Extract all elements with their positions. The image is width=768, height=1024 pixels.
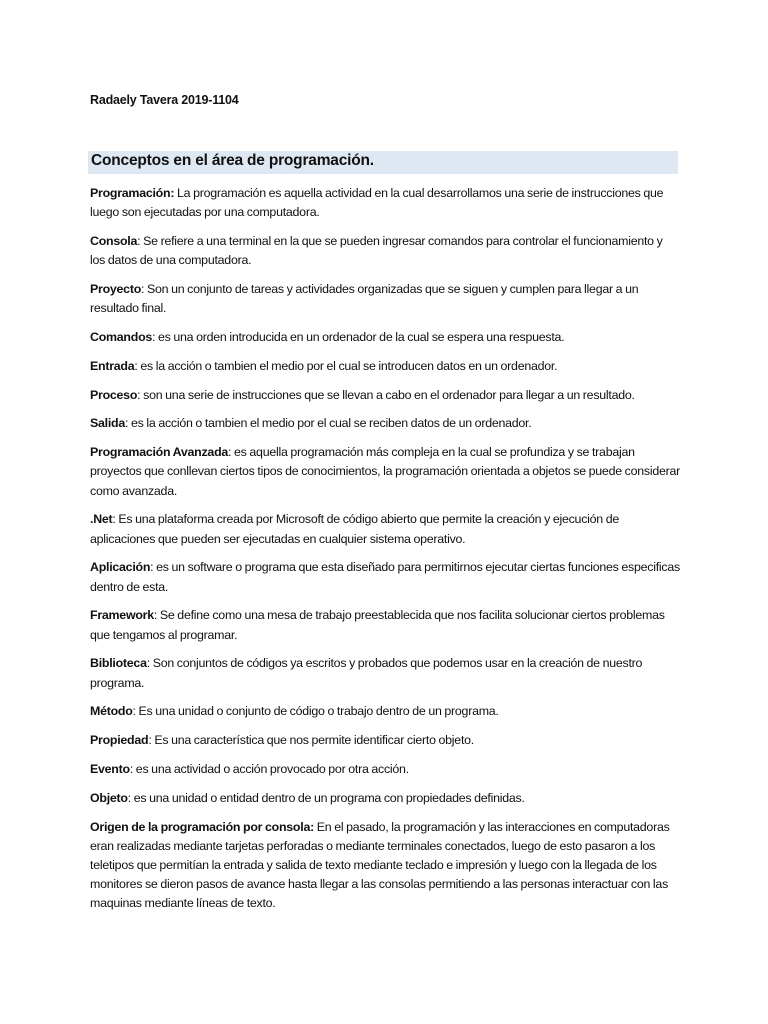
definition-paragraph — [90, 606, 680, 644]
definition-paragraph — [90, 760, 680, 779]
definition-text: En el pasado, la programación y las interacciones en computadoras eran realizadas mediante tarjetas perforadas o mediante terminales conectados, luego de esto pasaron a los teletipos que permitían la entrada y salida de texto mediante teclado e impresión y luego con la llegada de los monitores se dieron pasos de avance hasta llegar a las consolas permitiendo a las personas interactuar con las maquinas mediante líneas de texto. — [90, 819, 670, 911]
definition-term: Consola — [90, 234, 138, 248]
definition-term: Biblioteca — [90, 656, 147, 671]
definition-text: : Es una plataforma creada por Microsoft de código abierto que permite la creación y ejecución de aplicaciones que pueden ser ejecutadas en cualquier sistema operativo. — [90, 512, 619, 546]
definitions-list — [90, 184, 680, 923]
definition-term: Entrada — [90, 358, 135, 373]
author-line: Radaely Tavera 2019-1104 — [90, 93, 239, 107]
definition-term: Aplicación — [90, 560, 151, 575]
definition-term: Origen de la programación por consola: — [90, 819, 314, 834]
definition-term: Proceso — [90, 387, 138, 402]
definition-term: Comandos — [90, 330, 153, 344]
definition-paragraph — [90, 443, 680, 501]
definition-term: Proyecto — [90, 282, 142, 296]
definition-paragraph — [90, 357, 680, 376]
definition-term: Método — [90, 704, 133, 719]
definition-text: : es una actividad o acción provocado por otra acción. — [129, 761, 409, 776]
definition-text: : es una orden introducida en un ordenador de la cual se espera una respuesta. — [152, 330, 565, 344]
definition-term: Salida — [90, 416, 126, 431]
definition-paragraph — [90, 702, 680, 721]
definition-term: Propiedad — [90, 733, 149, 748]
definition-term: Evento — [90, 761, 130, 776]
definition-paragraph — [90, 328, 680, 347]
definition-text: : es una unidad o entidad dentro de un programa con propiedades definidas. — [127, 790, 525, 805]
definition-paragraph — [90, 558, 680, 596]
definition-text: : es la acción o tambien el medio por el cual se introducen datos en un ordenador. — [134, 358, 558, 373]
definition-term: Programación: — [90, 186, 175, 200]
definition-term: Programación Avanzada — [90, 445, 229, 460]
definition-text: : Es una característica que nos permite identificar cierto objeto. — [148, 733, 474, 748]
definition-term: Objeto — [90, 790, 128, 805]
page-title: Conceptos en el área de programación. — [91, 152, 374, 169]
definition-text: : es aquella programación más compleja en la cual se profundiza y se trabajan proyectos que conllevan ciertos tipos de conocimientos, la programación orientada a objetos se puede considerar como avanzada. — [90, 445, 680, 498]
definition-text: : son una serie de instrucciones que se llevan a cabo en el ordenador para llegar a un resultado. — [137, 387, 635, 402]
definition-term: Framework — [90, 608, 154, 623]
definition-text: : Son conjuntos de códigos ya escritos y probados que podemos usar en la creación de nuestro programa. — [90, 656, 643, 690]
definition-text: : Se refiere a una terminal en la que se pueden ingresar comandos para controlar el funcionamiento y los datos de una computadora. — [90, 234, 663, 268]
definition-paragraph — [90, 232, 680, 270]
definition-paragraph — [90, 510, 680, 548]
definition-paragraph — [90, 414, 680, 433]
definition-paragraph — [90, 184, 680, 222]
definition-text: : Se define como una mesa de trabajo preestablecida que nos facilita solucionar ciertos problemas que tengamos al programar. — [90, 608, 665, 642]
definition-text: La programación es aquella actividad en la cual desarrollamos una serie de instrucciones que luego son ejecutadas por una computadora. — [90, 186, 664, 220]
definition-paragraph — [90, 386, 680, 405]
definition-paragraph — [90, 654, 680, 692]
definition-term: .Net — [90, 512, 113, 527]
definition-text: : Son un conjunto de tareas y actividades organizadas que se siguen y cumplen para llegar a un resultado final. — [90, 282, 639, 316]
definition-text: : es un software o programa que esta diseñado para permitirnos ejecutar ciertas funciones especificas dentro de esta. — [90, 560, 680, 594]
definition-text: : Es una unidad o conjunto de código o trabajo dentro de un programa. — [132, 704, 499, 719]
definition-paragraph — [90, 789, 680, 808]
definition-paragraph — [90, 818, 680, 914]
definition-paragraph — [90, 731, 680, 750]
definition-paragraph — [90, 280, 680, 318]
definition-text: : es la acción o tambien el medio por el cual se reciben datos de un ordenador. — [125, 416, 532, 431]
